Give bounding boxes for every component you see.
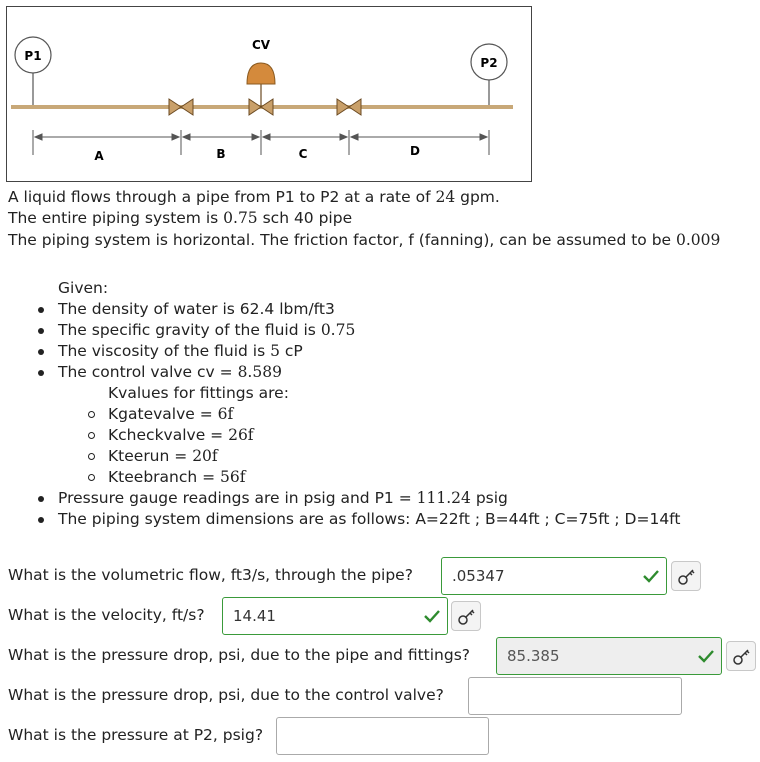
gate-valve-1-icon — [169, 99, 193, 115]
given-specific-gravity: The specific gravity of the fluid is 0.75 — [58, 321, 355, 339]
check-icon — [642, 567, 660, 585]
dim-d-label: D — [410, 144, 420, 158]
given-label: Given: — [58, 279, 109, 297]
given-pressure: Pressure gauge readings are in psig and P1 = 111.24 psig — [58, 489, 508, 507]
question-1-text: What is the volumetric flow, ft3/s, through the pipe? — [8, 566, 413, 584]
check-icon — [697, 647, 715, 665]
piping-diagram — [6, 6, 532, 182]
gate-valve-2-icon — [337, 99, 361, 115]
question-2-answer-input[interactable] — [222, 597, 448, 635]
problem-line-1: A liquid flows through a pipe from P1 to P2 at a rate of 24 gpm. — [8, 188, 500, 206]
k-gate-valve: Kgatevalve = 6f — [108, 405, 233, 423]
given-control-valve-cv: The control valve cv = 8.589 — [58, 363, 282, 381]
question-5-text: What is the pressure at P2, psig? — [8, 726, 264, 744]
given-viscosity: The viscosity of the fluid is 5 cP — [58, 342, 303, 360]
question-4-answer-input[interactable] — [468, 677, 682, 715]
control-valve-icon — [247, 63, 275, 115]
question-3-key-button[interactable] — [726, 641, 756, 671]
question-1-answer-value: .05347 — [452, 567, 505, 585]
question-2-answer-value: 14.41 — [233, 607, 276, 625]
dim-a-label: A — [94, 149, 104, 163]
question-3-text: What is the pressure drop, psi, due to the pipe and fittings? — [8, 646, 471, 664]
p2-label: P2 — [480, 56, 498, 70]
question-5-answer-input[interactable] — [276, 717, 489, 755]
piping-diagram-svg — [7, 7, 533, 183]
question-1-answer-input[interactable] — [441, 557, 667, 595]
k-check-valve: Kcheckvalve = 26f — [108, 426, 254, 444]
key-icon — [732, 647, 752, 667]
key-icon — [457, 607, 477, 627]
k-tee-branch: Kteebranch = 56f — [108, 468, 246, 486]
check-icon — [423, 607, 441, 625]
p1-label: P1 — [24, 49, 42, 63]
question-4-text: What is the pressure drop, psi, due to the control valve? — [8, 686, 444, 704]
given-density: The density of water is 62.4 lbm/ft3 — [58, 300, 335, 318]
k-tee-run: Kteerun = 20f — [108, 447, 218, 465]
question-2-text: What is the velocity, ft/s? — [8, 606, 205, 624]
dim-c-label: C — [298, 147, 308, 161]
dim-b-label: B — [216, 147, 226, 161]
key-icon — [677, 567, 697, 587]
problem-line-2: The entire piping system is 0.75 sch 40 pipe — [8, 209, 353, 227]
given-dimensions: The piping system dimensions are as follows: A=22ft ; B=44ft ; C=75ft ; D=14ft — [58, 510, 680, 528]
kvalues-label: Kvalues for fittings are: — [108, 384, 289, 402]
question-3-answer-value: 85.385 — [507, 647, 560, 665]
question-2-key-button[interactable] — [451, 601, 481, 631]
question-1-key-button[interactable] — [671, 561, 701, 591]
cv-label: CV — [251, 38, 271, 52]
question-3-answer-input[interactable] — [496, 637, 722, 675]
problem-line-3: The piping system is horizontal. The friction factor, f (fanning), can be assumed to be 0.009 — [8, 231, 721, 249]
